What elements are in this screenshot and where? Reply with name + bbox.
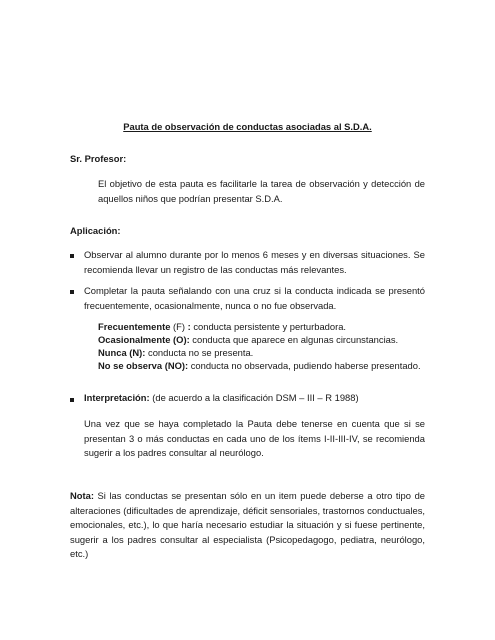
definition-term: Frecuentemente: [98, 321, 171, 332]
greeting-heading: Sr. Profesor:: [70, 153, 127, 164]
interpretation-heading: [84, 392, 359, 404]
definition-no-observa: [98, 360, 421, 372]
definition-desc: conducta no observada, pudiendo haberse presentado.: [188, 360, 421, 371]
definition-code: (F): [170, 321, 188, 332]
interpretation-paragraph: Una vez que se haya completado la Pauta debe tenerse en cuenta que si se presentan 3 o más conductas en cada uno de los ítems I-II-III-IV, se recomienda sugerir a los padres consultar al neurólogo.: [84, 418, 425, 458]
definition-frecuentemente: [98, 321, 346, 333]
interpretation-label: Interpretación:: [84, 392, 150, 403]
definition-desc: conducta que aparece en algunas circunstancias.: [189, 334, 399, 345]
definition-term: No se observa (NO):: [98, 360, 189, 371]
bullet-icon: [70, 398, 74, 402]
definition-colon: :: [187, 321, 191, 332]
bullet-observe: Observar al alumno durante por lo menos 6 meses y en diversas situaciones. Se recomienda llevar un registro de las conductas más relevantes.: [84, 249, 425, 275]
definition-nunca: [98, 347, 253, 359]
interpretation-note: (de acuerdo a la clasificación DSM – III – R 1988): [149, 392, 359, 403]
document-title: Pauta de observación de conductas asociadas al S.D.A.: [123, 121, 372, 132]
definition-desc: conducta persistente y perturbadora.: [190, 321, 347, 332]
definition-term: Nunca (N):: [98, 347, 146, 358]
definition-term: Ocasionalmente (O):: [98, 334, 190, 345]
definition-desc: conducta no se presenta.: [145, 347, 254, 358]
bullet-icon: [70, 254, 74, 258]
bullet-complete: Completar la pauta señalando con una cruz si la conducta indicada se presentó frecuentemente, ocasionalmente, nunca o no fue observada.: [84, 285, 425, 311]
intro-paragraph: El objetivo de esta pauta es facilitarle la tarea de observación y detección de aquellos niños que podrían presentar S.D.A.: [98, 178, 425, 204]
note-label: Nota:: [70, 490, 94, 501]
note-paragraph: [70, 489, 425, 562]
note-text: Si las conductas se presentan sólo en un item puede deberse a otro tipo de alteraciones (dificultades de aprendizaje, déficit sensoriales, trastornos conductuales, emocionales, etc.), lo que haría necesario estudiar la situación y si fuese pertinente, sugerir a los padres consultar al especialista (Psicopedagogo, pediatra, neurólogo, etc.): [70, 490, 425, 559]
application-heading: Aplicación:: [70, 225, 121, 236]
bullet-icon: [70, 290, 74, 294]
definition-ocasionalmente: [98, 334, 398, 346]
